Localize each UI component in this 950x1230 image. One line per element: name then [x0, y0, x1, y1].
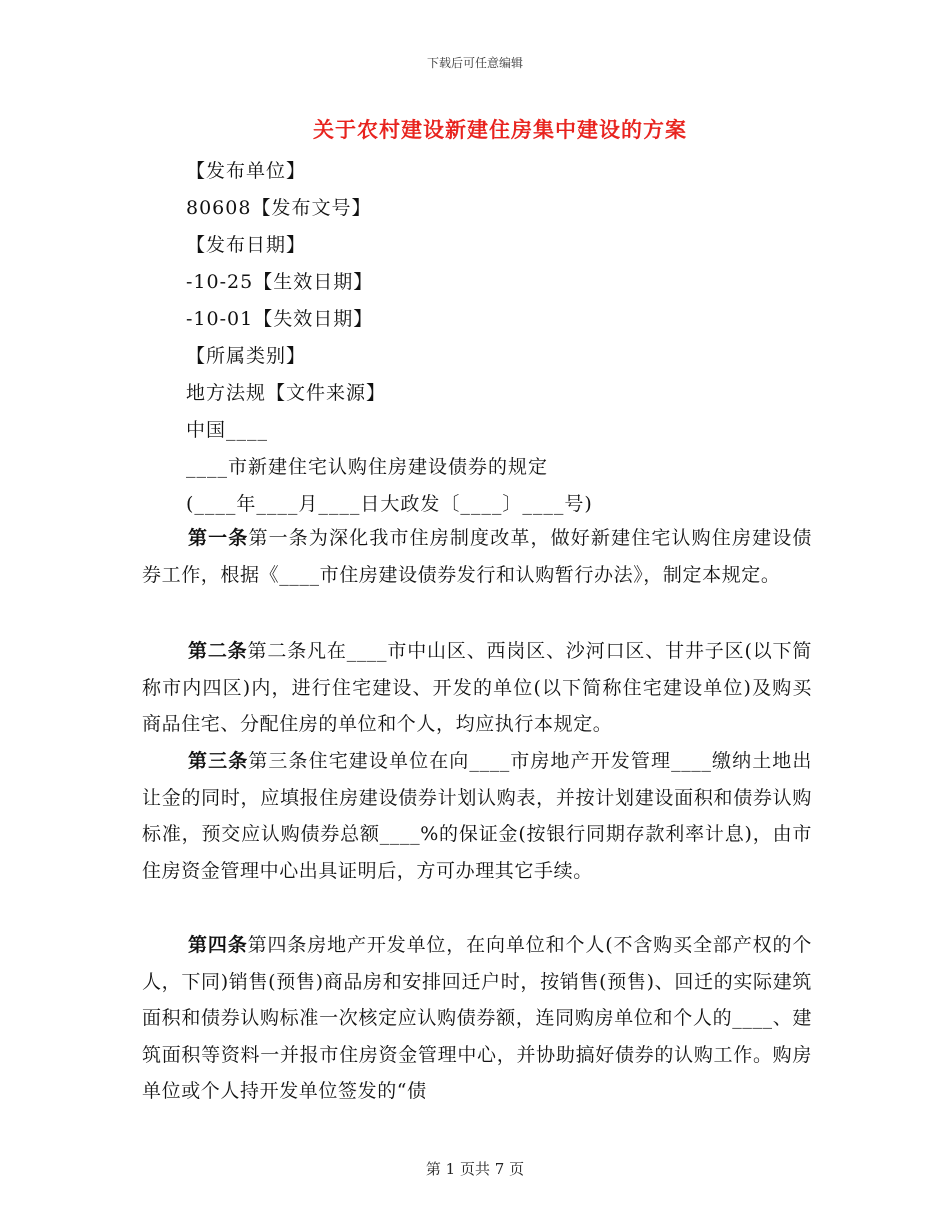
header-note: 下载后可任意编辑 [426, 56, 523, 70]
meta-line-country: 中国____ [186, 419, 269, 441]
article-1-lead: 第一条 [188, 527, 249, 549]
article-2-text: 第二条凡在____市中山区、西岗区、沙河口区、甘井子区(以下简称市内四区)内，进行住宅建设、开发的单位(以下简称住宅建设单位)及购买商品住宅、分配住房的单位和个人，均应执行本规定。 [142, 640, 812, 735]
article-3 [142, 743, 812, 889]
article-4-lead: 第四条 [188, 934, 248, 956]
article-3-lead: 第三条 [188, 750, 249, 772]
meta-line-expiry-date: -10-01【失效日期】 [186, 308, 374, 330]
page-footer: 第 1 页共 7 页 [425, 1160, 525, 1178]
meta-line-source: 地方法规【文件来源】 [186, 382, 387, 404]
document-title: 关于农村建设新建住房集中建设的方案 [313, 117, 687, 142]
meta-line-publish-date: 【发布日期】 [186, 234, 307, 256]
meta-line-regulation-ref: (____年____月____日大政发〔____〕____号) [186, 493, 593, 515]
meta-line-category: 【所属类别】 [186, 345, 307, 367]
meta-line-effective-date: -10-25【生效日期】 [186, 271, 374, 293]
meta-line-doc-number: 80608【发布文号】 [186, 197, 372, 219]
article-4-text: 第四条房地产开发单位，在向单位和个人(不含购买全部产权的个人，下同)销售(预售)商品房和安排回迁户时，按销售(预售)、回迁的实际建筑面积和债券认购标准一次核定应认购债券额，连同购房单位和个人的____、建筑面积等资料一并报市住房资金管理中心，并协助搞好债券的认购工作。购房单位或个人持开发单位签发的“债 [142, 934, 812, 1102]
article-3-text: 第三条住宅建设单位在向____市房地产开发管理____缴纳土地出让金的同时，应填报住房建设债券计划认购表，并按计划建设面积和债券认购标准，预交应认购债券总额____%的保证金(按银行同期存款利率计息)，由市住房资金管理中心出具证明后，方可办理其它手续。 [142, 750, 812, 882]
meta-line-regulation-name: ____市新建住宅认购住房建设债券的规定 [186, 456, 549, 478]
meta-line-publisher: 【发布单位】 [186, 160, 307, 182]
article-2-lead: 第二条 [188, 640, 248, 662]
article-1-text: 第一条为深化我市住房制度改革，做好新建住宅认购住房建设债券工作，根据《____市住房建设债券发行和认购暂行办法》，制定本规定。 [142, 527, 812, 586]
article-2 [142, 633, 812, 743]
article-4 [142, 927, 812, 1110]
article-1 [142, 520, 812, 593]
